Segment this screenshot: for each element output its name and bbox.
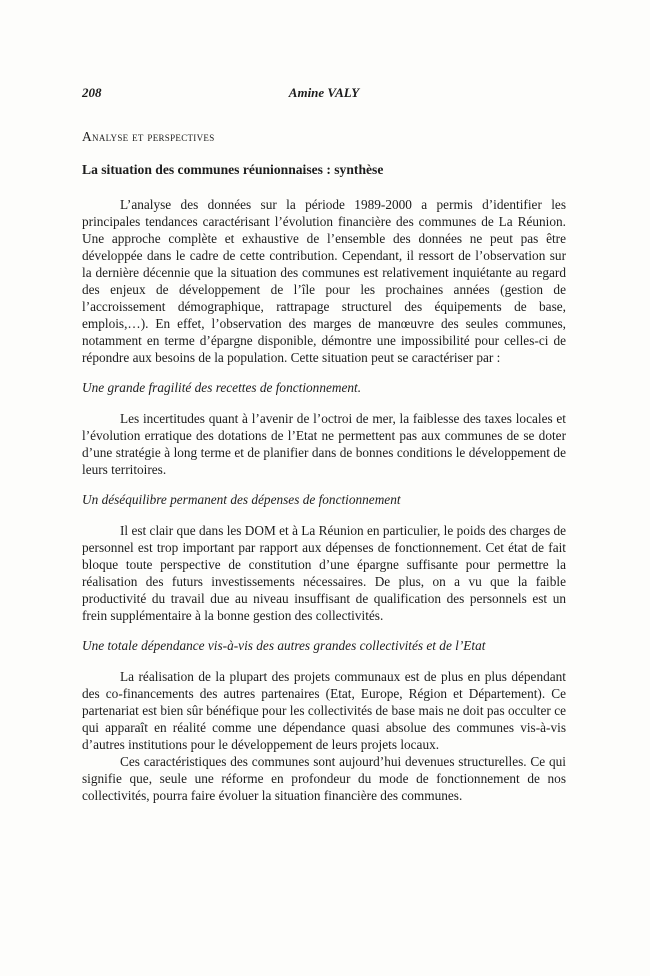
subheading-italic: Une grande fragilité des recettes de fonctionnement.: [82, 380, 362, 395]
body-paragraph: Il est clair que dans les DOM et à La Réunion en particulier, le poids des charges de personnel est trop important par rapport aux dépenses de fonctionnement. Cet état de fait bloque toute perspective de constitution d’une épargne suffisante pour permettre la réalisation des futurs investissements nécessaires. De plus, on a vu que la faible productivité du travail due au niveau insuffisant de qualification des personnels est un frein supplémentaire à la bonne gestion des collectivités.: [82, 523, 567, 623]
running-head: Amine VALY: [288, 85, 360, 100]
page-header: [82, 84, 566, 102]
article-title: La situation des communes réunionnaises : synthèse: [82, 162, 384, 177]
subheading-italic: Une totale dépendance vis-à-vis des autres grandes collectivités et de l’Etat: [82, 638, 486, 653]
section-kicker: Analyse et perspectives: [82, 129, 215, 144]
subheading-italic: Un déséquilibre permanent des dépenses de fonctionnement: [82, 492, 401, 507]
body-paragraph: Les incertitudes quant à l’avenir de l’octroi de mer, la faiblesse des taxes locales et l’évolution erratique des dotations de l’Etat ne permettent pas aux communes de se doter d’une stratégie à long terme et de planifier dans de bonnes conditions le développement de leurs territoires.: [82, 411, 566, 477]
page-number: 208: [82, 85, 102, 100]
body-paragraph: L’analyse des données sur la période 1989-2000 a permis d’identifier les principales tendances caractérisant l’évolution financière des communes de La Réunion. Une approche complète et exhaustive de l’ensemble des données ne peut pas être développée dans le cadre de cette contribution. Cependant, il ressort de l’observation sur la dernière décennie que la situation des communes est relativement inquiétante au regard des enjeux de développement de l’île pour les prochaines années (gestion de l’accroissement démographique, rattrapage structurel des équipements de base, emplois,…). En effet, l’observation des marges de manœuvre des seules communes, notamment en terme d’épargne disponible, démontre une impossibilité pour celles-ci de répondre aux besoins de la population. Cette situation peut se caractériser par :: [82, 197, 566, 365]
body-paragraph: La réalisation de la plupart des projets communaux est de plus en plus dépendant des co-financements des autres partenaires (Etat, Europe, Région et Département). Ce partenariat est bien sûr bénéfique pour les collectivités de base mais ne doit pas occulter ce qui apparaît en réalité comme une dépendance quasi absolue des communes vis-à-vis d’autres institutions pour le développement de leurs projets locaux.: [82, 669, 566, 752]
body-paragraph: Ces caractéristiques des communes sont aujourd’hui devenues structurelles. Ce qui signifie que, seule une réforme en profondeur du mode de fonctionnement de nos collectivités, pourra faire évoluer la situation financière des communes.: [82, 754, 566, 803]
